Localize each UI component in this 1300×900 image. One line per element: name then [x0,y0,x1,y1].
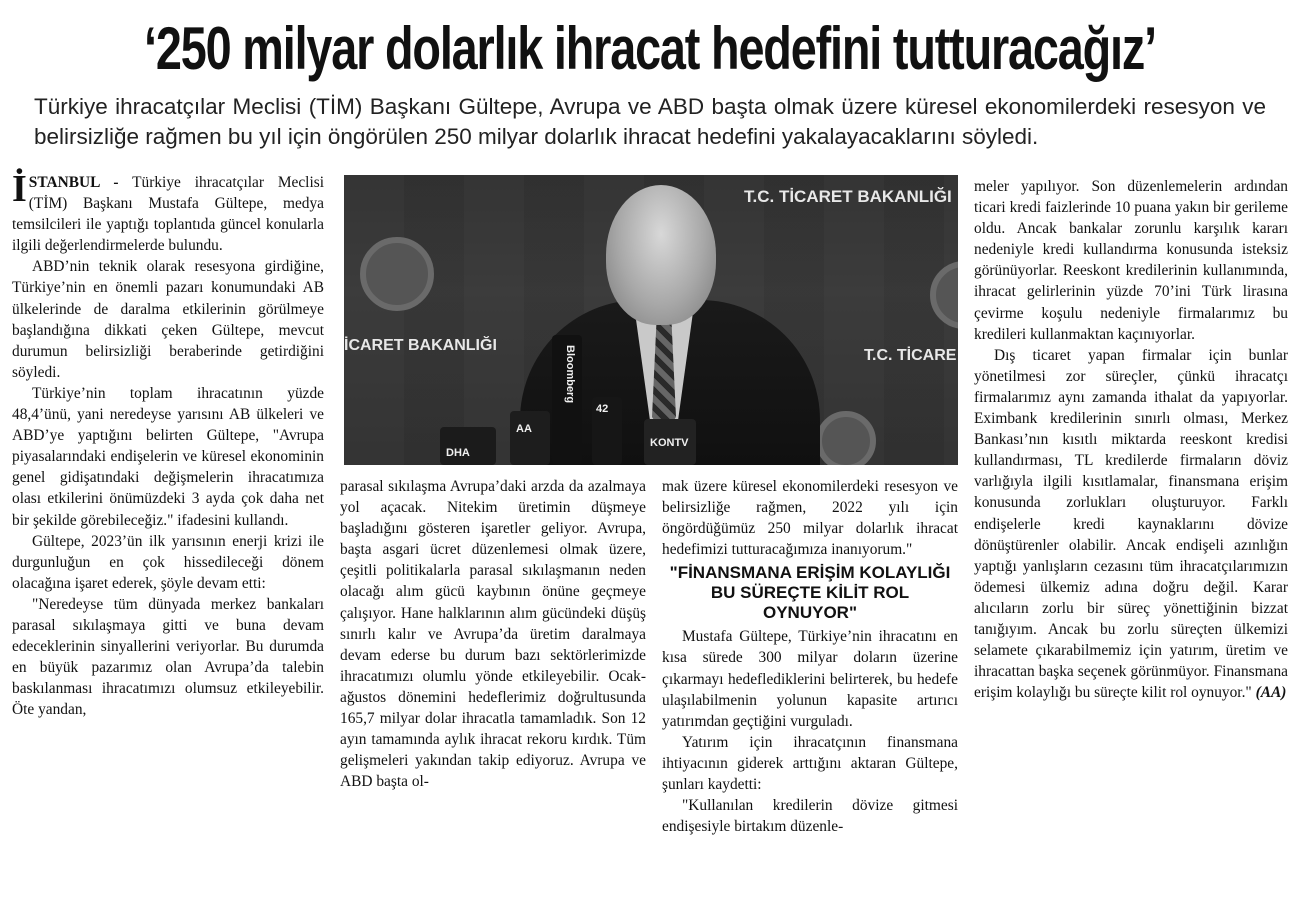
paragraph: Mustafa Gültepe, Türkiye’nin ihracatını en kısa sürede 300 milyar doların üzerine çıkarmayı hedeflediklerini belirterek, bu hedefe ulaşılabilmenin yolunun kapasite artırıcı yatırımdan geçtiğini vurguladı. [662,628,958,730]
article-spot: Türkiye ihracatçılar Meclisi (TİM) Başkanı Gültepe, Avrupa ve ABD başta olmak üzere küresel ekonomilerdeki resesyon ve belirsizliğe rağmen bu yıl için öngörülen 250 milyar dolarlık ihracat hedefini yakalayacaklarını söyledi. [34,94,1266,149]
paragraph [974,345,1288,704]
mic-label: KONTV [650,437,689,449]
mic-label: AA [516,423,532,435]
paragraph: Gültepe, 2023’ün ilk yarısının enerji krizi ile durgunluğun en çok hissedileceği dönem olacağına işaret ederek, şöyle devam etti: [12,532,324,592]
microphone-icon [510,411,550,465]
lead-paragraph [12,168,325,256]
photo-banner-left: İCARET BAKANLIĞI [344,337,497,354]
news-source: (AA) [1255,684,1287,702]
paragraph: meler yapılıyor. Son düzenlemelerin ardından ticari kredi faizlerinde 10 puana yakın bir gerileme oldu. Ancak bankalar zorunlu karşılık kararı nedeniyle kredi kullandırma konusunda isteksiz görünüyorlar. Reeskont kredilerinin kullanımında, ihracat gelirlerinin yüzde 70’ini Türk lirasına çevirme koşulu nedeniyle firmalarımız bu kredileri kullanmaktan kaçınıyorlar. [974,178,1288,343]
article-column-3 [662,476,958,837]
paragraph: Yatırım için ihracatçının finansmana ihtiyacının giderek arttığını aktaran Gültepe, şunları kaydetti: [662,733,958,794]
article-column-1 [12,168,325,720]
ministry-logo-icon [360,237,434,311]
photo-banner-right: T.C. TİCARE [864,347,957,364]
paragraph: ABD’nin teknik olarak resesyona girdiğine, Türkiye’nin en önemli pazarı konumundaki AB ülkelerinde de daralma etkilerinin görülmeye başlandığına dikkati çeken Gültepe, mevcut durumun belirsizliği beraberinde getirdiğini söyledi. [12,258,324,381]
paragraph-text: Dış ticaret yapan firmalar için bunlar yönetilmesi zor süreçler, çünkü ihracatçı firmalarımız aynı zamanda ithalat da yapıyorlar. Eximbank kredilerinin sınırlı olması, Merkez Bankası’nın kısıtlı miktarda reeskont kredisi kullandırması, TL kredilerde firmaların döviz varlığıyla ilgili kısıtlamalar, finansmana erişim konusunda zorlukları oluşturuyor. Farklı endişelerle kredi kaynaklarını dövize dönüştürenler olabilir. Ancak endişeli azınlığın yaptığı yanlışların cezasını tüm ihracatçılarımızın ödemesi ülkemiz adına doğru değil. Karar alıcıların zorlu bir süreç yönettiğinin bizzat tanığıyım. Ancak bu zorlu süreçten ülkemizi selamete çıkarabilmemiz için yatırım, üretim ve ihracattan başka seçenek görünmüyor. Finansmana erişim kolaylığı bu süreçte kilit rol oynuyor." [974,346,1288,702]
paragraph: Türkiye’nin toplam ihracatının yüzde 48,4’ünü, yani neredeyse yarısını AB ülkeleri ve ABD’ye yaptığını belirten Gültepe, "Avrupa piyasalarındaki endişelerin ve küresel ekonominin genel gidişatındaki değişmelerin ihracatımıza olası etkilerini önümüzdeki 3 ayda çok daha net bir şekilde görebileceğiz." ifadesini kullandı. [12,384,324,529]
paragraph: "Kullanılan kredilerin dövize gitmesi endişesiyle birtakım düzenle- [662,797,958,836]
article-column-2 [340,476,646,792]
photo-banner-top: T.C. TİCARET BAKANLIĞI [744,187,952,206]
drop-cap: İ [12,168,27,210]
paragraph: parasal sıkılaşma Avrupa’daki arzda da azalmaya yol açacak. Nitekim üretimin düşmeye başladığını gösteren işaretler geliyor. Avrupa, başta asgari ücret düzenlemesi olmak üzere, çeşitli politikalarla parasal sıkılaşmanın neden olacağı alım gücü kaybının önüne geçmeye çalışıyor. Hane halklarının alım gücündeki düşüş sınırlı kalır ve Avrupa’da üretim daralmaya devam ederse bu durum bazı sektörlerimizde ihracatımızı olumlu yönde etkileyebilir. Ocak-ağustos dönemini hedeflerimiz doğrultusunda 165,7 milyar dolar ihracatla tamamladık. Son 12 ayın tamamında aylık ihracat rekoru kırdık. Tüm gelişmeleri yakından takip ediyoruz. Avrupa ve ABD başta ol- [340,478,646,791]
dateline: STANBUL - [28,174,119,191]
article-photo [344,175,958,465]
article-column-4 [974,176,1288,703]
ministry-logo-icon [816,411,876,465]
paragraph: mak üzere küresel ekonomilerdeki resesyon ve belirsizliğe rağmen, 2022 yılı için öngördüğümüz 250 milyar dolarlık ihracat hedefimizi tutturacağımıza inanıyorum." [662,478,958,559]
microphone-icon [440,427,496,465]
mic-label: DHA [446,447,470,459]
mic-label: 42 [596,403,609,415]
paragraph-text: Türkiye ihracatçılar Meclisi (TİM) Başkanı Mustafa Gültepe, medya temsilcileri ile yaptığı toplantıda güncel konularla ilgili değerlendirmelerde bulundu. [12,174,325,255]
paragraph: "Neredeyse tüm dünyada merkez bankaları parasal sıkılaşmaya gitti ve buna devam edeceklerinin sinyallerini veriyorlar. Bu durumda en büyük pazarımız olan Avrupa’da talebin baskılanması ihracatımızı olumsuz etkileyebilir. Öte yandan, [12,595,324,719]
speaker-head [606,185,716,325]
mic-label: Bloomberg [564,345,576,404]
headline: ‘250 milyar dolarlık ihracat hedefini tutturacağız’ [144,15,1156,82]
subheading: "FİNANSMANA ERİŞİM KOLAYLIĞI BU SÜREÇTE KİLİT ROL OYNUYOR" [669,563,951,623]
